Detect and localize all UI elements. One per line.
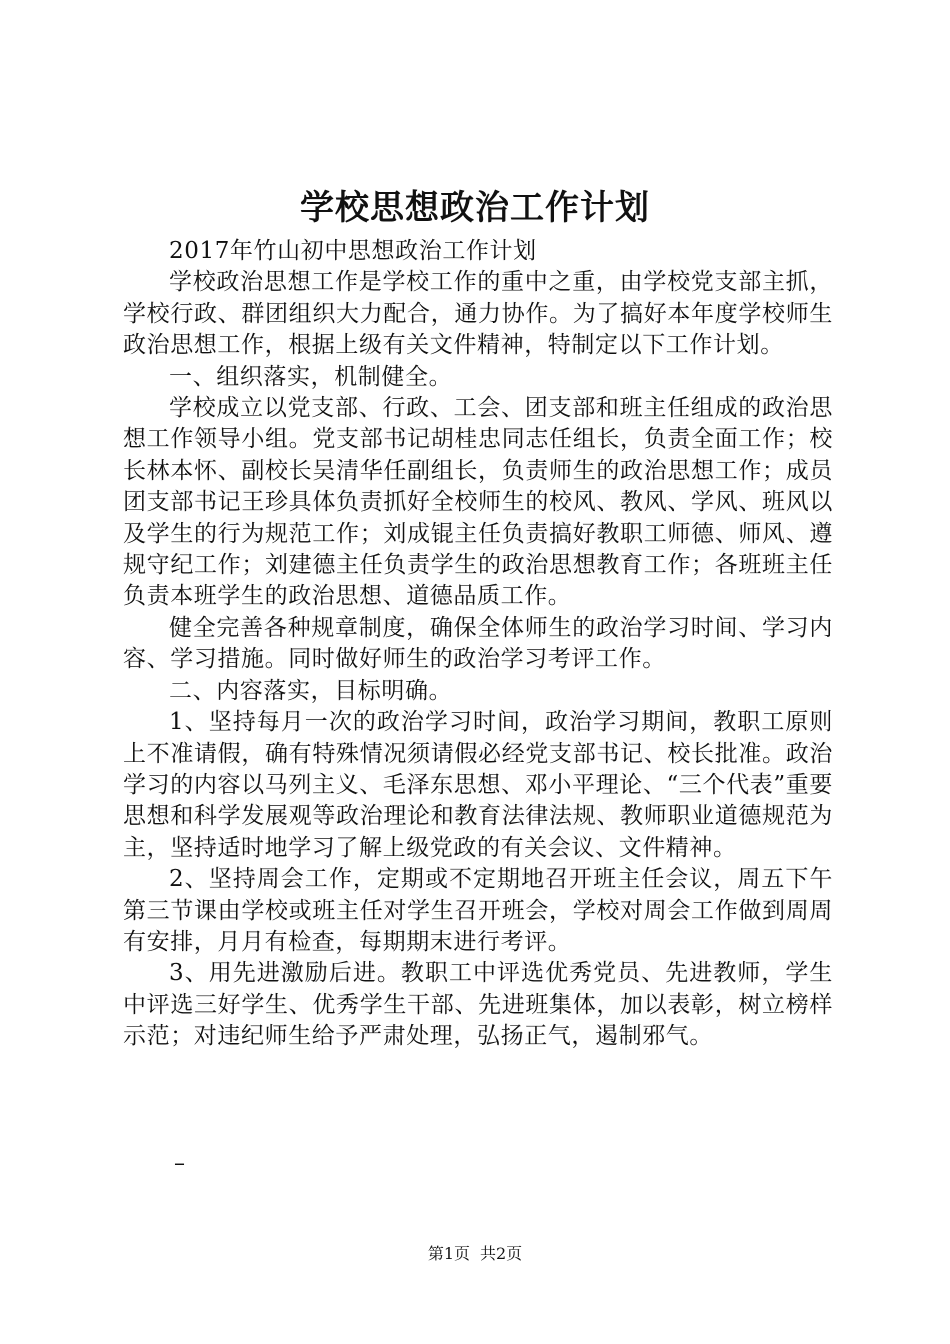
paragraph-item-1: 1、坚持每月一次的政治学习时间，政治学习期间，教职工原则上不准请假，确有特殊情况须请假必经党支部书记、校长批准。政治学习的内容以马列主义、毛泽东思想、邓小平理论、“三个代表”重要思想和科学发展观等政治理论和教育法律法规、教师职业道德规范为主，坚持适时地学习了解上级党政的有关会议、文件精神。 bbox=[123, 709, 833, 861]
trailing-dash: – bbox=[174, 1151, 185, 1176]
page-number: 第1页 bbox=[427, 1244, 470, 1263]
paragraph-intro: 学校政治思想工作是学校工作的重中之重，由学校党支部主抓，学校行政、群团组织大力配合，通力协作。为了搞好本年度学校师生政治思想工作，根据上级有关文件精神，特制定以下工作计划。 bbox=[123, 269, 833, 359]
section-heading-2: 二、内容落实，目标明确。 bbox=[169, 677, 453, 704]
document-body bbox=[123, 236, 833, 1053]
section-heading-1: 一、组织落实，机制健全。 bbox=[169, 363, 453, 390]
document-title: 学校思想政治工作计划 bbox=[300, 188, 650, 228]
paragraph-regulations: 健全完善各种规章制度，确保全体师生的政治学习时间、学习内容、学习措施。同时做好师生的政治学习考评工作。 bbox=[123, 614, 833, 673]
paragraph-organization: 学校成立以党支部、行政、工会、团支部和班主任组成的政治思想工作领导小组。党支部书记胡桂忠同志任组长，负责全面工作；校长林本怀、副校长吴清华任副组长，负责师生的政治思想工作；成员团支部书记王珍具体负责抓好全校师生的校风、教风、学风、班风以及学生的行为规范工作；刘成锟主任负责搞好教职工师德、师风、遵规守纪工作；刘建德主任负责学生的政治思想教育工作；各班班主任负责本班学生的政治思想、道德品质工作。 bbox=[123, 395, 833, 610]
paragraph-item-3: 3、用先进激励后进。教职工中评选优秀党员、先进教师，学生中评选三好学生、优秀学生干部、先进班集体，加以表彰，树立榜样示范；对违纪师生给予严肃处理，弘扬正气，遏制邪气。 bbox=[123, 960, 833, 1050]
paragraph-subtitle: 2017年竹山初中思想政治工作计划 bbox=[169, 238, 537, 264]
paragraph-item-2: 2、坚持周会工作，定期或不定期地召开班主任会议，周五下午第三节课由学校或班主任对学生召开班会，学校对周会工作做到周周有安排，月月有检查，每期期末进行考评。 bbox=[123, 866, 833, 955]
page-total: 共2页 bbox=[480, 1244, 523, 1263]
page-footer bbox=[0, 1244, 950, 1264]
